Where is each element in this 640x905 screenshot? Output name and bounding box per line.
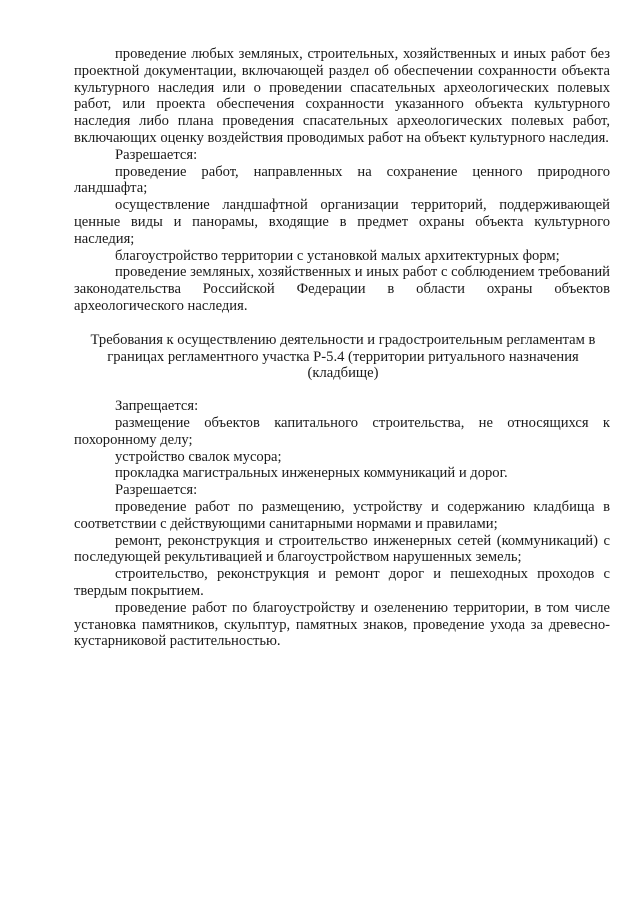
allowed-item-roads: строительство, реконструкция и ремонт дорог и пешеходных проходов с твердым покрытием. xyxy=(74,566,610,599)
allowed-item-landscape-preservation: проведение работ, направленных на сохранение ценного природного ландшафта; xyxy=(74,163,610,197)
spacer xyxy=(74,315,610,332)
allowed-item-archaeology-compliant-works: проведение земляных, хозяйственных и иных работ с соблюдением требований законодательства Российской Федерации в области охраны объектов археологического наследия. xyxy=(74,264,610,314)
prohibited-item-dumps: устройство свалок мусора; xyxy=(115,448,282,465)
prohibited-item-earthworks: проведение любых земляных, строительных, хозяйственных и иных работ без проектной документации, включающей раздел об обеспечении сохранности объекта культурного наследия или о проведении спасательных археологических полевых работ, или проекта обеспечения сохранности указанного объекта культурного наследия либо плана проведения спасательных археологических полевых работ, включающих оценку воздействия проводимых работ на объект культурного наследия. xyxy=(74,46,610,146)
allowed-item-cemetery-works: проведение работ по размещению, устройству и содержанию кладбища в соответствии с действующими санитарными нормами и правилами; xyxy=(74,498,610,532)
allowed-item-landscaping: проведение работ по благоустройству и озеленению территории, в том числе установка памятников, скульптур, памятных знаков, проведение ухода за древесно-кустарниковой растительностью. xyxy=(74,599,610,650)
prohibited-label: Запрещается: xyxy=(115,398,199,415)
prohibited-item-capital-construction: размещение объектов капитального строительства, не относящихся к похоронному делу; xyxy=(74,414,610,448)
document-page xyxy=(74,46,610,650)
section-heading: Требования к осуществлению деятельности и градостроительным регламентам в границах регламентного участка Р-5.4 (территории ритуального назначения (кладбище) xyxy=(90,331,596,382)
spacer xyxy=(74,382,610,398)
allowed-label: Разрешается: xyxy=(115,482,198,499)
allowed-item-improvement: благоустройство территории с установкой малых архитектурных форм; xyxy=(115,247,560,264)
allowed-item-landscape-organization: осуществление ландшафтной организации территорий, поддерживающей ценные виды и панорамы, входящие в предмет охраны объекта культурного наследия; xyxy=(74,197,610,247)
allowed-item-engineering-networks: ремонт, реконструкция и строительство инженерных сетей (коммуникаций) с последующей рекультивацией и благоустройством нарушенных земель; xyxy=(74,532,610,566)
prohibited-item-utilities: прокладка магистральных инженерных коммуникаций и дорог. xyxy=(115,465,508,482)
allowed-label: Разрешается: xyxy=(115,146,198,163)
